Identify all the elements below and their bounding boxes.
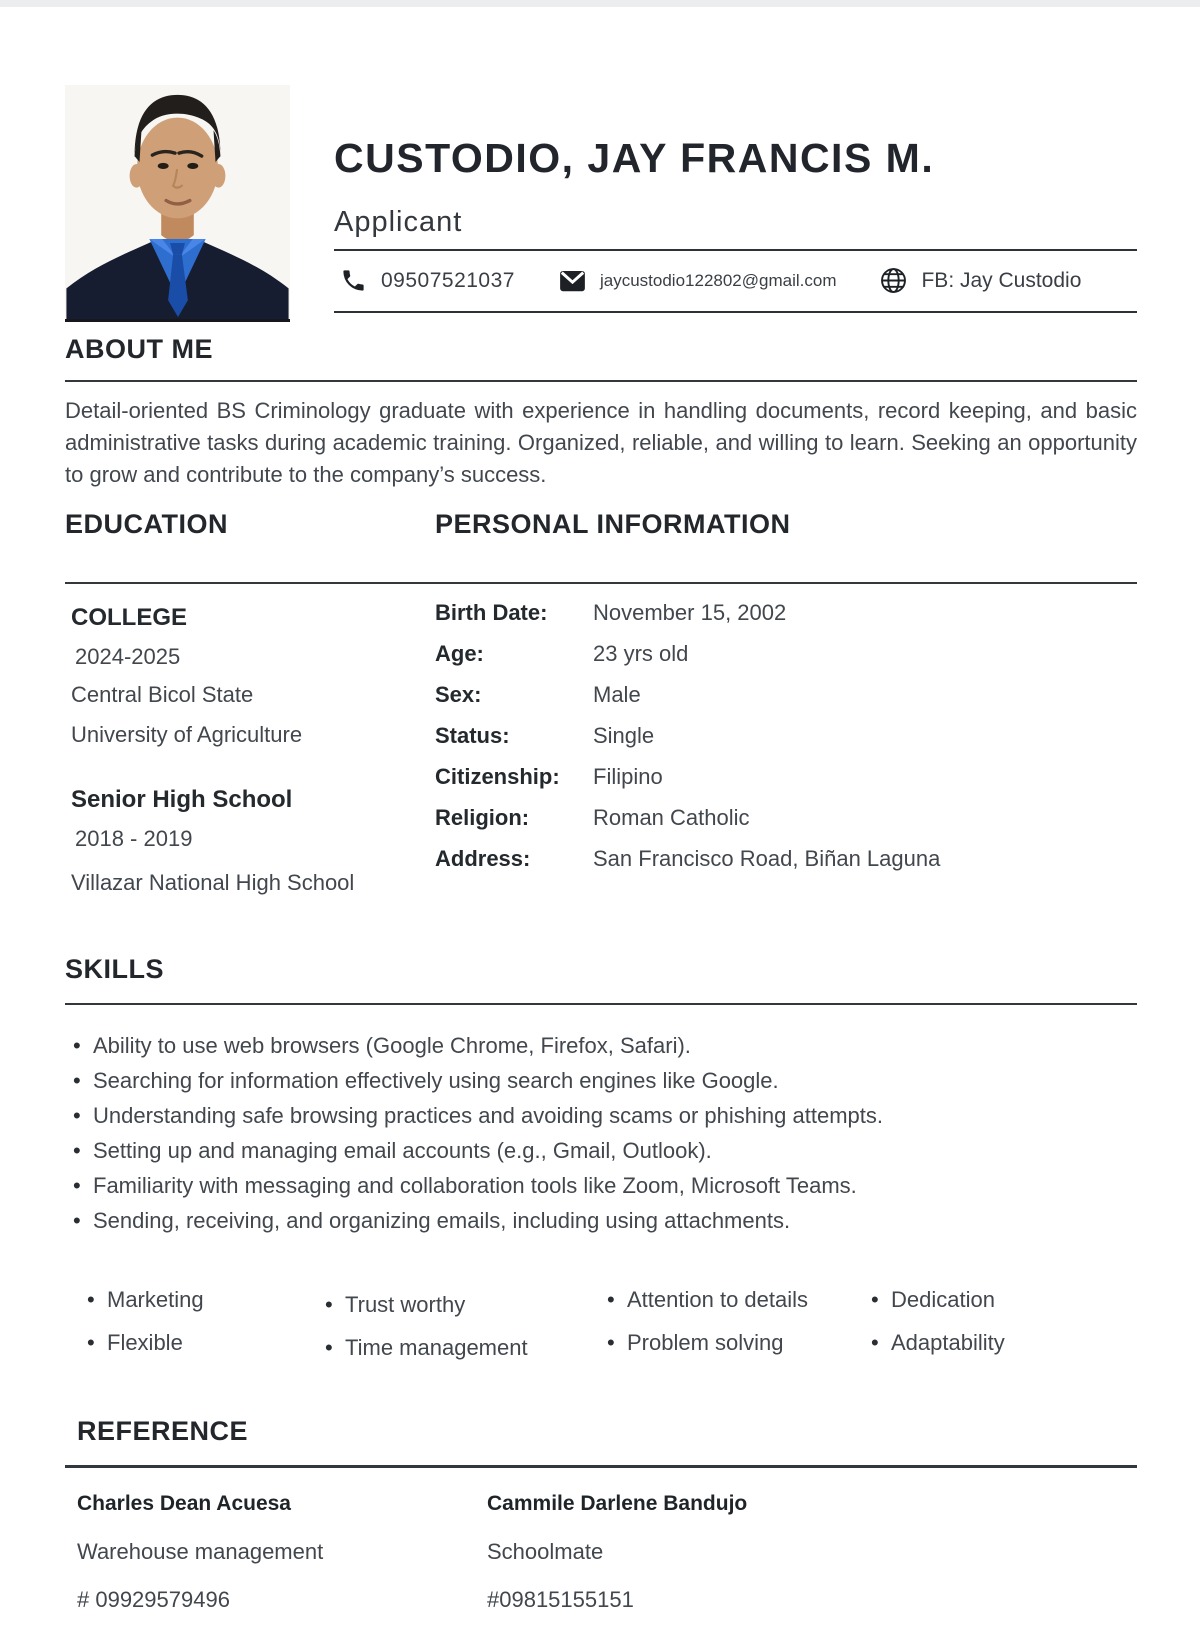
divider	[65, 582, 1137, 584]
top-strip	[0, 0, 1200, 7]
header	[65, 85, 1137, 322]
info-value: November 15, 2002	[593, 600, 787, 625]
personal-info-row	[435, 641, 1137, 667]
personal-info-row	[435, 682, 1137, 708]
education-heading: EDUCATION	[65, 509, 228, 539]
about-section	[65, 334, 1137, 491]
education-personal-section	[65, 509, 1137, 898]
about-text: Detail-oriented BS Criminology graduate with experience in handling documents, record keeping, and basic administrative tasks during academic training. Organized, reliable, and willing to learn. Seeking an opportunity to grow and contribute to the company’s success.	[65, 398, 1137, 487]
personal-info-row	[435, 723, 1137, 749]
skills-heading: SKILLS	[65, 954, 165, 984]
education-school: University of Agriculture	[71, 722, 303, 747]
skill-bullet: • Understanding safe browsing practices and avoiding scams or phishing attempts.	[65, 1101, 1137, 1130]
education-years: 2024-2025	[75, 644, 181, 669]
skill-bullet: • Sending, receiving, and organizing emails, including using attachments.	[65, 1206, 1137, 1235]
info-value: Single	[593, 723, 655, 748]
info-label: Religion:	[435, 805, 530, 830]
skill-keyword: • Flexible	[79, 1328, 317, 1357]
personal-info-column	[435, 598, 1137, 898]
contact-row	[334, 251, 1137, 313]
skill-keyword: • Trust worthy	[317, 1290, 599, 1319]
skill-grid-column	[317, 1285, 599, 1376]
reference-phone: #09815155151	[487, 1587, 634, 1612]
applicant-name: CUSTODIO, JAY FRANCIS M.	[334, 135, 935, 181]
email-icon	[559, 267, 586, 294]
applicant-photo	[65, 85, 290, 322]
email-address: jaycustodio122802@gmail.com	[599, 270, 837, 290]
applicant-title: Applicant	[334, 206, 1137, 251]
email-contact	[559, 267, 837, 294]
facebook-handle: FB: Jay Custodio	[921, 268, 1082, 292]
education-column	[65, 598, 435, 898]
globe-icon	[880, 267, 907, 294]
reference-name: Cammile Darlene Bandujo	[487, 1492, 748, 1515]
info-value: Roman Catholic	[593, 805, 750, 830]
about-heading: ABOUT ME	[65, 334, 213, 364]
personal-info-row	[435, 600, 1137, 626]
reference-phone: # 09929579496	[77, 1587, 230, 1612]
reference-relation: Warehouse management	[77, 1539, 324, 1564]
education-school: Villazar National High School	[71, 870, 355, 895]
personal-info-heading: PERSONAL INFORMATION	[435, 509, 791, 539]
facebook-contact	[880, 267, 1081, 294]
education-school: Central Bicol State	[71, 682, 254, 707]
reference-heading: REFERENCE	[77, 1416, 249, 1446]
skill-grid-column	[599, 1285, 863, 1376]
skill-bullet: • Ability to use web browsers (Google Chrome, Firefox, Safari).	[65, 1031, 1137, 1060]
divider	[65, 380, 1137, 382]
skill-keyword: • Time management	[317, 1333, 599, 1362]
column-headings	[65, 509, 1137, 540]
resume-page	[0, 85, 1200, 1613]
info-label: Birth Date:	[435, 600, 548, 625]
skill-keyword: • Dedication	[863, 1285, 1137, 1314]
skills-keyword-grid	[65, 1285, 1137, 1376]
phone-icon	[340, 267, 367, 294]
skill-grid-column	[863, 1285, 1137, 1376]
info-value: 23 yrs old	[593, 641, 689, 666]
info-label: Sex:	[435, 682, 482, 707]
info-value: Male	[593, 682, 641, 707]
info-label: Citizenship:	[435, 764, 560, 789]
reference-entry	[487, 1492, 897, 1613]
skill-grid-column	[79, 1285, 317, 1376]
personal-info-row	[435, 846, 1137, 872]
info-label: Status:	[435, 723, 510, 748]
divider	[65, 1003, 1137, 1005]
info-value: San Francisco Road, Biñan Laguna	[593, 846, 941, 871]
skill-bullet: • Searching for information effectively using search engines like Google.	[65, 1066, 1137, 1095]
phone-number: 09507521037	[381, 268, 515, 292]
info-label: Age:	[435, 641, 484, 666]
education-level: COLLEGE	[71, 604, 188, 631]
portrait-illustration	[65, 85, 290, 319]
skill-bullet: • Familiarity with messaging and collaboration tools like Zoom, Microsoft Teams.	[65, 1171, 1137, 1200]
skill-keyword: • Problem solving	[599, 1328, 863, 1357]
skill-keyword: • Adaptability	[863, 1328, 1137, 1357]
skills-section	[65, 954, 1137, 1376]
header-text-block	[334, 85, 1137, 322]
reference-section	[65, 1416, 1137, 1613]
skill-bullet: • Setting up and managing email accounts (e.g., Gmail, Outlook).	[65, 1136, 1137, 1165]
education-level: Senior High School	[71, 786, 293, 813]
info-label: Address:	[435, 846, 531, 871]
reference-relation: Schoolmate	[487, 1539, 604, 1564]
phone-contact	[340, 267, 515, 294]
personal-info-row	[435, 764, 1137, 790]
skills-bullet-list	[65, 1031, 1137, 1235]
skill-keyword: • Attention to details	[599, 1285, 863, 1314]
skill-keyword: • Marketing	[79, 1285, 317, 1314]
reference-columns	[65, 1492, 1137, 1613]
reference-entry	[77, 1492, 487, 1613]
divider	[65, 1465, 1137, 1468]
personal-info-row	[435, 805, 1137, 831]
info-value: Filipino	[593, 764, 663, 789]
reference-name: Charles Dean Acuesa	[77, 1492, 291, 1515]
education-years: 2018 - 2019	[75, 826, 193, 851]
